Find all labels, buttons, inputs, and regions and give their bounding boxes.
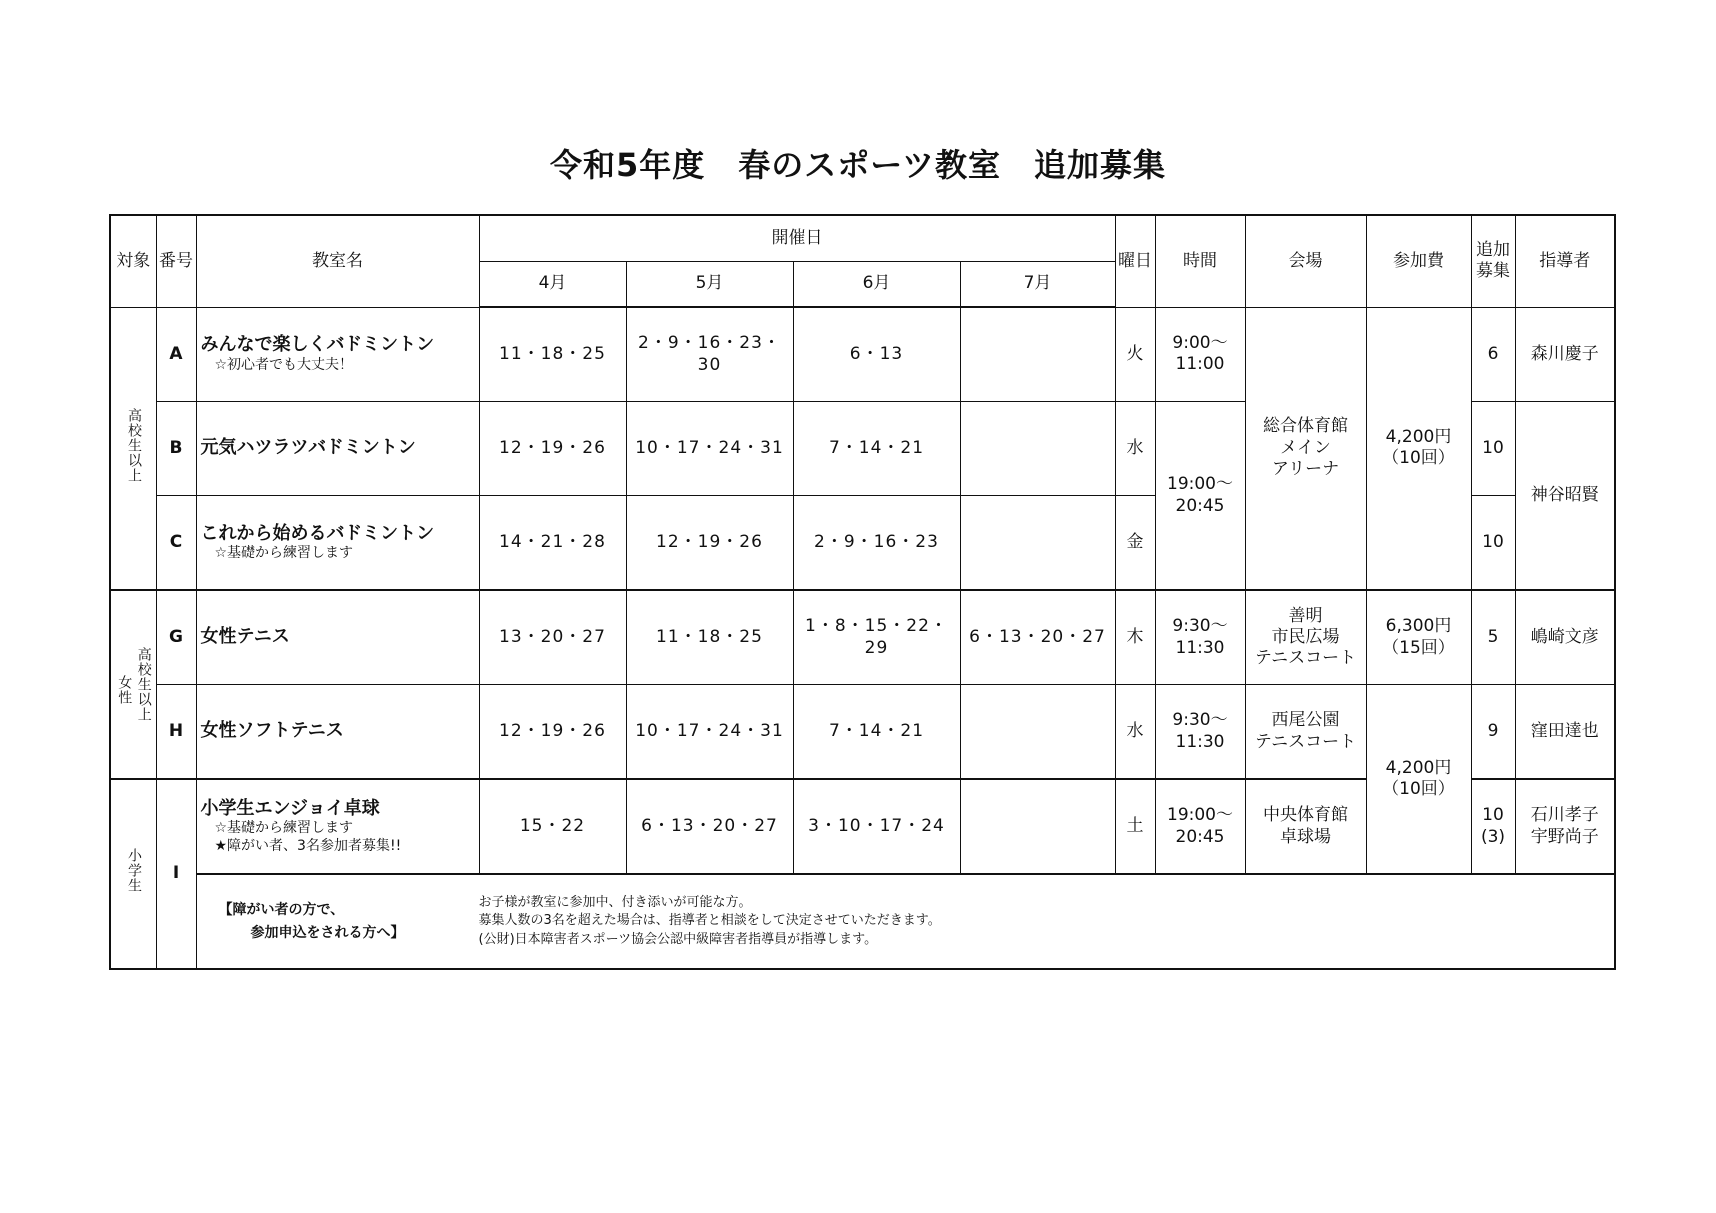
class-note: ☆基礎から練習します	[214, 820, 354, 837]
month-apr: 4月	[479, 262, 626, 308]
target-group-2-label: 高校生以上	[135, 647, 152, 722]
extra-count: 5	[1471, 590, 1515, 685]
class-id: C	[156, 496, 196, 591]
dates-may: 10・17・24・31	[626, 402, 793, 496]
dates-may: 6・13・20・27	[626, 779, 793, 874]
month-jul: 7月	[960, 262, 1115, 308]
extra-count: 10 (3)	[1471, 779, 1515, 874]
weekday: 金	[1115, 496, 1155, 591]
dates-jul	[960, 496, 1115, 591]
schedule-table	[109, 214, 1616, 970]
instructor: 石川孝子 宇野尚子	[1515, 779, 1615, 874]
dates-apr: 12・19・26	[479, 685, 626, 780]
dates-may: 11・18・25	[626, 590, 793, 685]
dates-jul	[960, 685, 1115, 780]
time: 19:00〜 20:45	[1155, 402, 1245, 591]
note-row	[110, 874, 1615, 969]
dates-jun: 6・13	[793, 307, 960, 402]
dates-jun: 7・14・21	[793, 402, 960, 496]
table-row	[110, 307, 1615, 402]
instructor: 神谷昭賢	[1515, 402, 1615, 591]
class-name-cell	[196, 496, 479, 591]
header-row	[110, 215, 1615, 262]
class-name-cell	[196, 779, 479, 874]
table-row	[110, 590, 1615, 685]
venue: 西尾公園 テニスコート	[1245, 685, 1366, 780]
extra-count: 9	[1471, 685, 1515, 780]
dates-jun: 1・8・15・22・29	[793, 590, 960, 685]
dates-apr: 11・18・25	[479, 307, 626, 402]
class-id: I	[156, 779, 196, 969]
header-class-name: 教室名	[196, 215, 479, 307]
time: 9:30〜 11:30	[1155, 590, 1245, 685]
dates-may: 12・19・26	[626, 496, 793, 591]
class-note: ☆基礎から練習します	[214, 545, 354, 561]
dates-jun: 3・10・17・24	[793, 779, 960, 874]
class-note: ☆初心者でも大丈夫！	[214, 356, 354, 373]
extra-count: 6	[1471, 307, 1515, 402]
class-name-cell	[196, 402, 479, 496]
class-name: 元気ハツラツバドミントン	[200, 437, 416, 459]
class-note-2: ★障がい者、3名参加者募集!!	[214, 837, 402, 854]
header-venue: 会場	[1245, 215, 1366, 307]
header-time: 時間	[1155, 215, 1245, 307]
dates-jun: 2・9・16・23	[793, 496, 960, 591]
header-weekday: 曜日	[1115, 215, 1155, 307]
note-line: (公財)日本障害者スポーツ協会公認中級障害者指導員が指導します。	[478, 931, 878, 947]
header-number: 番号	[156, 215, 196, 307]
note-cell	[196, 874, 1615, 969]
dates-jul: 6・13・20・27	[960, 590, 1115, 685]
class-name-cell	[196, 590, 479, 685]
target-group-2	[110, 590, 156, 779]
class-id: G	[156, 590, 196, 685]
class-name: これから始めるバドミントン	[200, 522, 435, 544]
dates-apr: 15・22	[479, 779, 626, 874]
class-id: B	[156, 402, 196, 496]
dates-jul	[960, 402, 1115, 496]
instructor: 森川慶子	[1515, 307, 1615, 402]
header-target: 対象	[110, 215, 156, 307]
dates-jun: 7・14・21	[793, 685, 960, 780]
header-fee: 参加費	[1366, 215, 1471, 307]
dates-apr: 13・20・27	[479, 590, 626, 685]
time: 9:00〜 11:00	[1155, 307, 1245, 402]
class-name: 女性ソフトテニス	[200, 720, 344, 742]
extra-count: 10	[1471, 496, 1515, 591]
class-name: 女性テニス	[200, 626, 290, 648]
target-group-3: 小学生	[110, 779, 156, 969]
class-name-cell	[196, 307, 479, 402]
time: 19:00〜 20:45	[1155, 779, 1245, 874]
instructor: 窪田達也	[1515, 685, 1615, 780]
weekday: 水	[1115, 685, 1155, 780]
header-extra: 追加 募集	[1471, 215, 1515, 307]
fee: 6,300円 （15回）	[1366, 590, 1471, 685]
note-heading: 【障がい者の方で、 参加申込をされる方へ】	[218, 902, 405, 941]
venue: 総合体育館 メイン アリーナ	[1245, 307, 1366, 590]
page-title: 令和5年度 春のスポーツ教室 追加募集	[550, 146, 1166, 184]
month-may: 5月	[626, 262, 793, 308]
fee: 4,200円 （10回）	[1366, 307, 1471, 590]
header-dates: 開催日	[479, 215, 1115, 262]
note-line: お子様が教室に参加中、付き添いが可能な方。	[478, 895, 752, 911]
class-id: A	[156, 307, 196, 402]
dates-apr: 12・19・26	[479, 402, 626, 496]
header-instructor: 指導者	[1515, 215, 1615, 307]
class-id: H	[156, 685, 196, 780]
dates-apr: 14・21・28	[479, 496, 626, 591]
dates-jul	[960, 307, 1115, 402]
dates-jul	[960, 779, 1115, 874]
dates-may: 2・9・16・23・30	[626, 307, 793, 402]
weekday: 火	[1115, 307, 1155, 402]
venue: 中央体育館 卓球場	[1245, 779, 1366, 874]
venue: 善明 市民広場 テニスコート	[1245, 590, 1366, 685]
class-name: 小学生エンジョイ卓球	[200, 797, 380, 819]
target-group-1: 高校生以上	[110, 307, 156, 590]
class-name-cell	[196, 685, 479, 780]
weekday: 木	[1115, 590, 1155, 685]
target-group-2-sub: 女性	[116, 675, 133, 705]
note-body	[479, 894, 941, 949]
class-name: みんなで楽しくバドミントン	[200, 334, 435, 356]
table-row	[110, 685, 1615, 780]
dates-may: 10・17・24・31	[626, 685, 793, 780]
weekday: 土	[1115, 779, 1155, 874]
note-line: 募集人数の3名を超えた場合は、指導者と相談をして決定させていただきます。	[478, 913, 941, 929]
instructor: 嶋崎文彦	[1515, 590, 1615, 685]
weekday: 水	[1115, 402, 1155, 496]
fee: 4,200円 （10回）	[1366, 685, 1471, 875]
time: 9:30〜 11:30	[1155, 685, 1245, 780]
extra-count: 10	[1471, 402, 1515, 496]
month-jun: 6月	[793, 262, 960, 308]
